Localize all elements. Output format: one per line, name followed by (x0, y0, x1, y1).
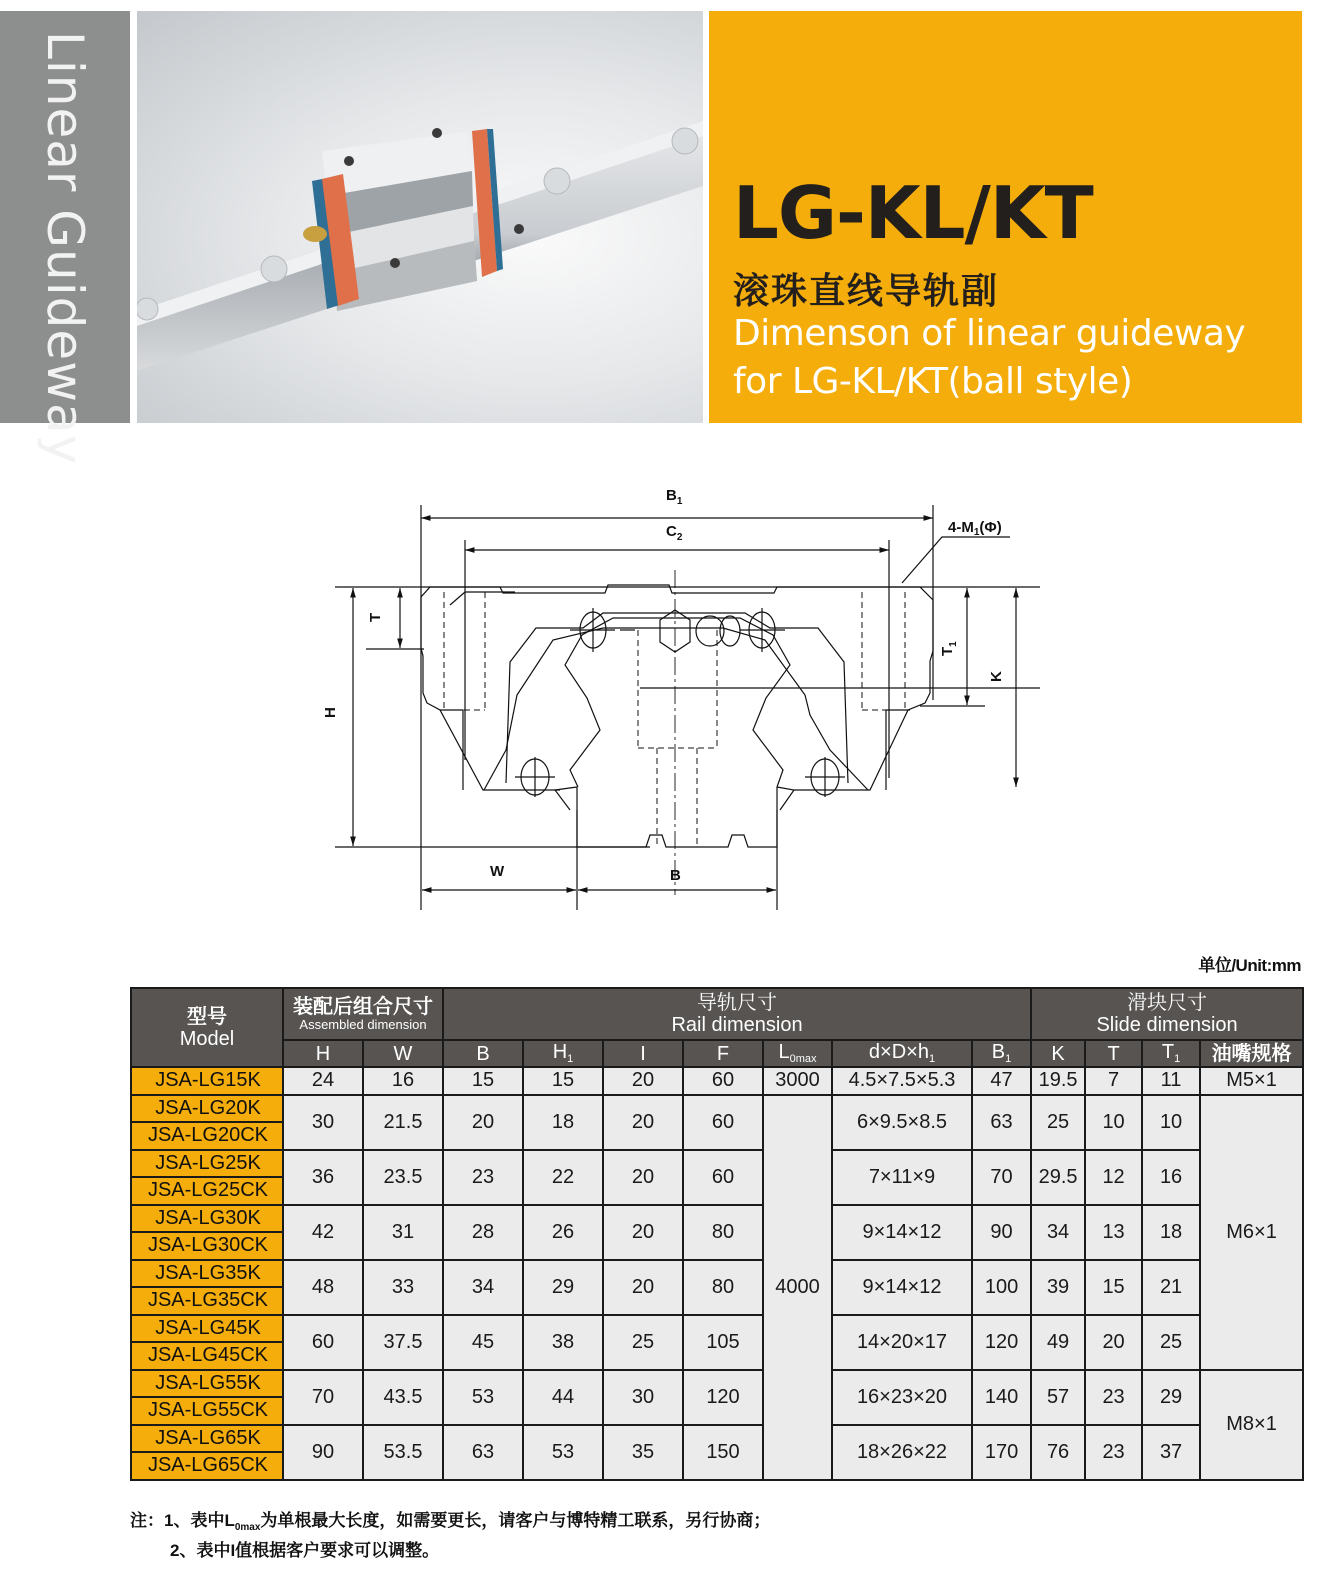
cell-t: 12 (1085, 1150, 1142, 1205)
svg-text:T1: $T_1$ (939, 641, 959, 656)
cell-f: 80 (683, 1205, 763, 1260)
cell-b: 20 (443, 1095, 523, 1150)
cell-dDh1: 18×26×22 (832, 1425, 972, 1480)
cell-t: 13 (1085, 1205, 1142, 1260)
cell-f: 60 (683, 1095, 763, 1150)
cell-f: 60 (683, 1067, 763, 1095)
cell-w: 33 (363, 1260, 443, 1315)
cell-h1: 26 (523, 1205, 603, 1260)
cell-oil: M5×1 (1200, 1067, 1303, 1095)
cell-k: 19.5 (1031, 1067, 1085, 1095)
cell-i: 25 (603, 1315, 683, 1370)
col-h1: $H_1$ (523, 1040, 603, 1067)
cell-k: 57 (1031, 1370, 1085, 1425)
cell-h: 70 (283, 1370, 363, 1425)
model-cell: JSA-LG55CK (131, 1397, 283, 1425)
unit-label: 单位/Unit:mm (1198, 956, 1301, 975)
cell-l0max: 3000 (763, 1067, 832, 1095)
table-row (131, 1315, 1303, 1343)
model-cell: JSA-LG45K (131, 1315, 283, 1343)
cell-t: 15 (1085, 1260, 1142, 1315)
cell-dDh1: 4.5×7.5×5.3 (832, 1067, 972, 1095)
cell-w: 31 (363, 1205, 443, 1260)
col-w: W (363, 1040, 443, 1067)
cell-k: 39 (1031, 1260, 1085, 1315)
cell-i: 20 (603, 1095, 683, 1150)
cell-w: 37.5 (363, 1315, 443, 1370)
cell-b: 45 (443, 1315, 523, 1370)
model-cell: JSA-LG65CK (131, 1452, 283, 1480)
col-b1: $B_1$ (972, 1040, 1031, 1067)
cell-dDh1: 16×23×20 (832, 1370, 972, 1425)
cell-t: 23 (1085, 1425, 1142, 1480)
cell-w: 21.5 (363, 1095, 443, 1150)
table-row (131, 1370, 1303, 1398)
cell-b1: 100 (972, 1260, 1031, 1315)
cell-h1: 29 (523, 1260, 603, 1315)
cell-h: 36 (283, 1150, 363, 1205)
cell-w: 16 (363, 1067, 443, 1095)
cell-i: 20 (603, 1260, 683, 1315)
cell-b1: 70 (972, 1150, 1031, 1205)
cell-i: 20 (603, 1205, 683, 1260)
cell-b: 34 (443, 1260, 523, 1315)
col-b: B (443, 1040, 523, 1067)
model-cell: JSA-LG20K (131, 1095, 283, 1123)
table-row (131, 1425, 1303, 1453)
cell-w: 43.5 (363, 1370, 443, 1425)
cell-t: 23 (1085, 1370, 1142, 1425)
col-t1: $T_1$ (1142, 1040, 1200, 1067)
cell-h1: 22 (523, 1150, 603, 1205)
cell-f: 80 (683, 1260, 763, 1315)
cell-h1: 44 (523, 1370, 603, 1425)
side-band (0, 11, 130, 466)
col-t: T (1085, 1040, 1142, 1067)
cell-h: 30 (283, 1095, 363, 1150)
cell-oil: M6×1 (1200, 1095, 1303, 1370)
table-row (131, 1260, 1303, 1288)
cell-f: 105 (683, 1315, 763, 1370)
cell-k: 76 (1031, 1425, 1085, 1480)
col-l0max: $L_{0max}$ (763, 1040, 832, 1067)
cell-f: 150 (683, 1425, 763, 1480)
svg-text:T: T (367, 612, 384, 622)
model-cell: JSA-LG25K (131, 1150, 283, 1178)
model-cell: JSA-LG30K (131, 1205, 283, 1233)
header-model: 型号 Model (131, 988, 283, 1067)
cell-t1: 37 (1142, 1425, 1200, 1480)
cell-b1: 63 (972, 1095, 1031, 1150)
cell-b: 63 (443, 1425, 523, 1480)
model-cell: JSA-LG35CK (131, 1287, 283, 1315)
cell-t1: 16 (1142, 1150, 1200, 1205)
svg-text:H: H (322, 707, 339, 718)
cell-b: 23 (443, 1150, 523, 1205)
cell-w: 23.5 (363, 1150, 443, 1205)
cell-i: 35 (603, 1425, 683, 1480)
cell-h1: 15 (523, 1067, 603, 1095)
note-line-2: 2、表中I值根据客户要求可以调整。 (170, 1541, 440, 1560)
cell-t1: 25 (1142, 1315, 1200, 1370)
cell-w: 53.5 (363, 1425, 443, 1480)
cell-h: 60 (283, 1315, 363, 1370)
cell-dDh1: 6×9.5×8.5 (832, 1095, 972, 1150)
svg-text:B1: $B_1$ (666, 487, 683, 507)
cell-t: 10 (1085, 1095, 1142, 1150)
col-i: I (603, 1040, 683, 1067)
cell-b: 53 (443, 1370, 523, 1425)
col-f: F (683, 1040, 763, 1067)
cross-section-drawing (320, 470, 1040, 910)
model-cell: JSA-LG65K (131, 1425, 283, 1453)
cell-i: 20 (603, 1067, 683, 1095)
cell-b1: 90 (972, 1205, 1031, 1260)
cell-t1: 11 (1142, 1067, 1200, 1095)
col-h: H (283, 1040, 363, 1067)
side-title: Linear Guideway (36, 31, 94, 466)
cell-h1: 18 (523, 1095, 603, 1150)
table-row (131, 1150, 1303, 1178)
cell-t1: 29 (1142, 1370, 1200, 1425)
header-slide: 滑块尺寸 Slide dimension (1031, 988, 1303, 1040)
cell-t1: 10 (1142, 1095, 1200, 1150)
product-photo (137, 11, 703, 423)
cell-oil: M8×1 (1200, 1370, 1303, 1480)
cell-b1: 47 (972, 1067, 1031, 1095)
cell-f: 60 (683, 1150, 763, 1205)
cell-k: 49 (1031, 1315, 1085, 1370)
title-en-line2: for LG-KL/KT(ball style) (733, 361, 1133, 402)
table-row (131, 1067, 1303, 1095)
cell-b1: 120 (972, 1315, 1031, 1370)
cell-l0max: 4000 (763, 1095, 832, 1480)
title-cn: 滚珠直线导轨副 (733, 270, 1000, 311)
cell-t1: 18 (1142, 1205, 1200, 1260)
cell-b1: 170 (972, 1425, 1031, 1480)
cell-t: 20 (1085, 1315, 1142, 1370)
svg-text:K: K (988, 671, 1005, 682)
model-cell: JSA-LG55K (131, 1370, 283, 1398)
cell-h: 24 (283, 1067, 363, 1095)
cell-k: 29.5 (1031, 1150, 1085, 1205)
title-panel (709, 11, 1302, 423)
col-k: K (1031, 1040, 1085, 1067)
model-title: LG-KL/KT (733, 171, 1093, 255)
cell-h1: 38 (523, 1315, 603, 1370)
col-dDh1: $d\times D\times h_1$ (832, 1040, 972, 1067)
cell-h1: 53 (523, 1425, 603, 1480)
cell-dDh1: 14×20×17 (832, 1315, 972, 1370)
spec-table (130, 987, 1304, 1481)
linear-guideway-photo-icon (137, 11, 703, 423)
header-rail: 导轨尺寸 Rail dimension (443, 988, 1031, 1040)
table-row (131, 1095, 1303, 1123)
svg-text:4-M1(Φ): $4-M_1(\Phi)$ (948, 519, 1002, 538)
cell-b: 28 (443, 1205, 523, 1260)
cell-f: 120 (683, 1370, 763, 1425)
cell-dDh1: 9×14×12 (832, 1205, 972, 1260)
cell-h: 48 (283, 1260, 363, 1315)
cell-dDh1: 7×11×9 (832, 1150, 972, 1205)
col-oil: 油嘴规格 (1200, 1040, 1303, 1067)
cell-b1: 140 (972, 1370, 1031, 1425)
cell-b: 15 (443, 1067, 523, 1095)
cell-dDh1: 9×14×12 (832, 1260, 972, 1315)
model-cell: JSA-LG20CK (131, 1122, 283, 1150)
note-line-1: 注：1、表中$L_{0max}$为单根最大长度，如需要更长，请客户与博特精工联系，另行协商； (130, 1511, 771, 1533)
model-cell: JSA-LG35K (131, 1260, 283, 1288)
title-en-line1: Dimenson of linear guideway (733, 313, 1246, 354)
svg-text:W: W (490, 863, 505, 880)
cell-i: 30 (603, 1370, 683, 1425)
header-assembled: 装配后组合尺寸 Assembled dimension (283, 988, 443, 1040)
table-row (131, 1205, 1303, 1233)
model-cell: JSA-LG30CK (131, 1232, 283, 1260)
cell-h: 90 (283, 1425, 363, 1480)
svg-text:B: B (670, 867, 681, 884)
model-cell: JSA-LG25CK (131, 1177, 283, 1205)
model-cell: JSA-LG15K (131, 1067, 283, 1095)
svg-text:C2: $C_2$ (666, 523, 683, 543)
cell-t: 7 (1085, 1067, 1142, 1095)
cell-k: 34 (1031, 1205, 1085, 1260)
cell-h: 42 (283, 1205, 363, 1260)
cell-t1: 21 (1142, 1260, 1200, 1315)
cell-k: 25 (1031, 1095, 1085, 1150)
model-cell: JSA-LG45CK (131, 1342, 283, 1370)
cell-i: 20 (603, 1150, 683, 1205)
